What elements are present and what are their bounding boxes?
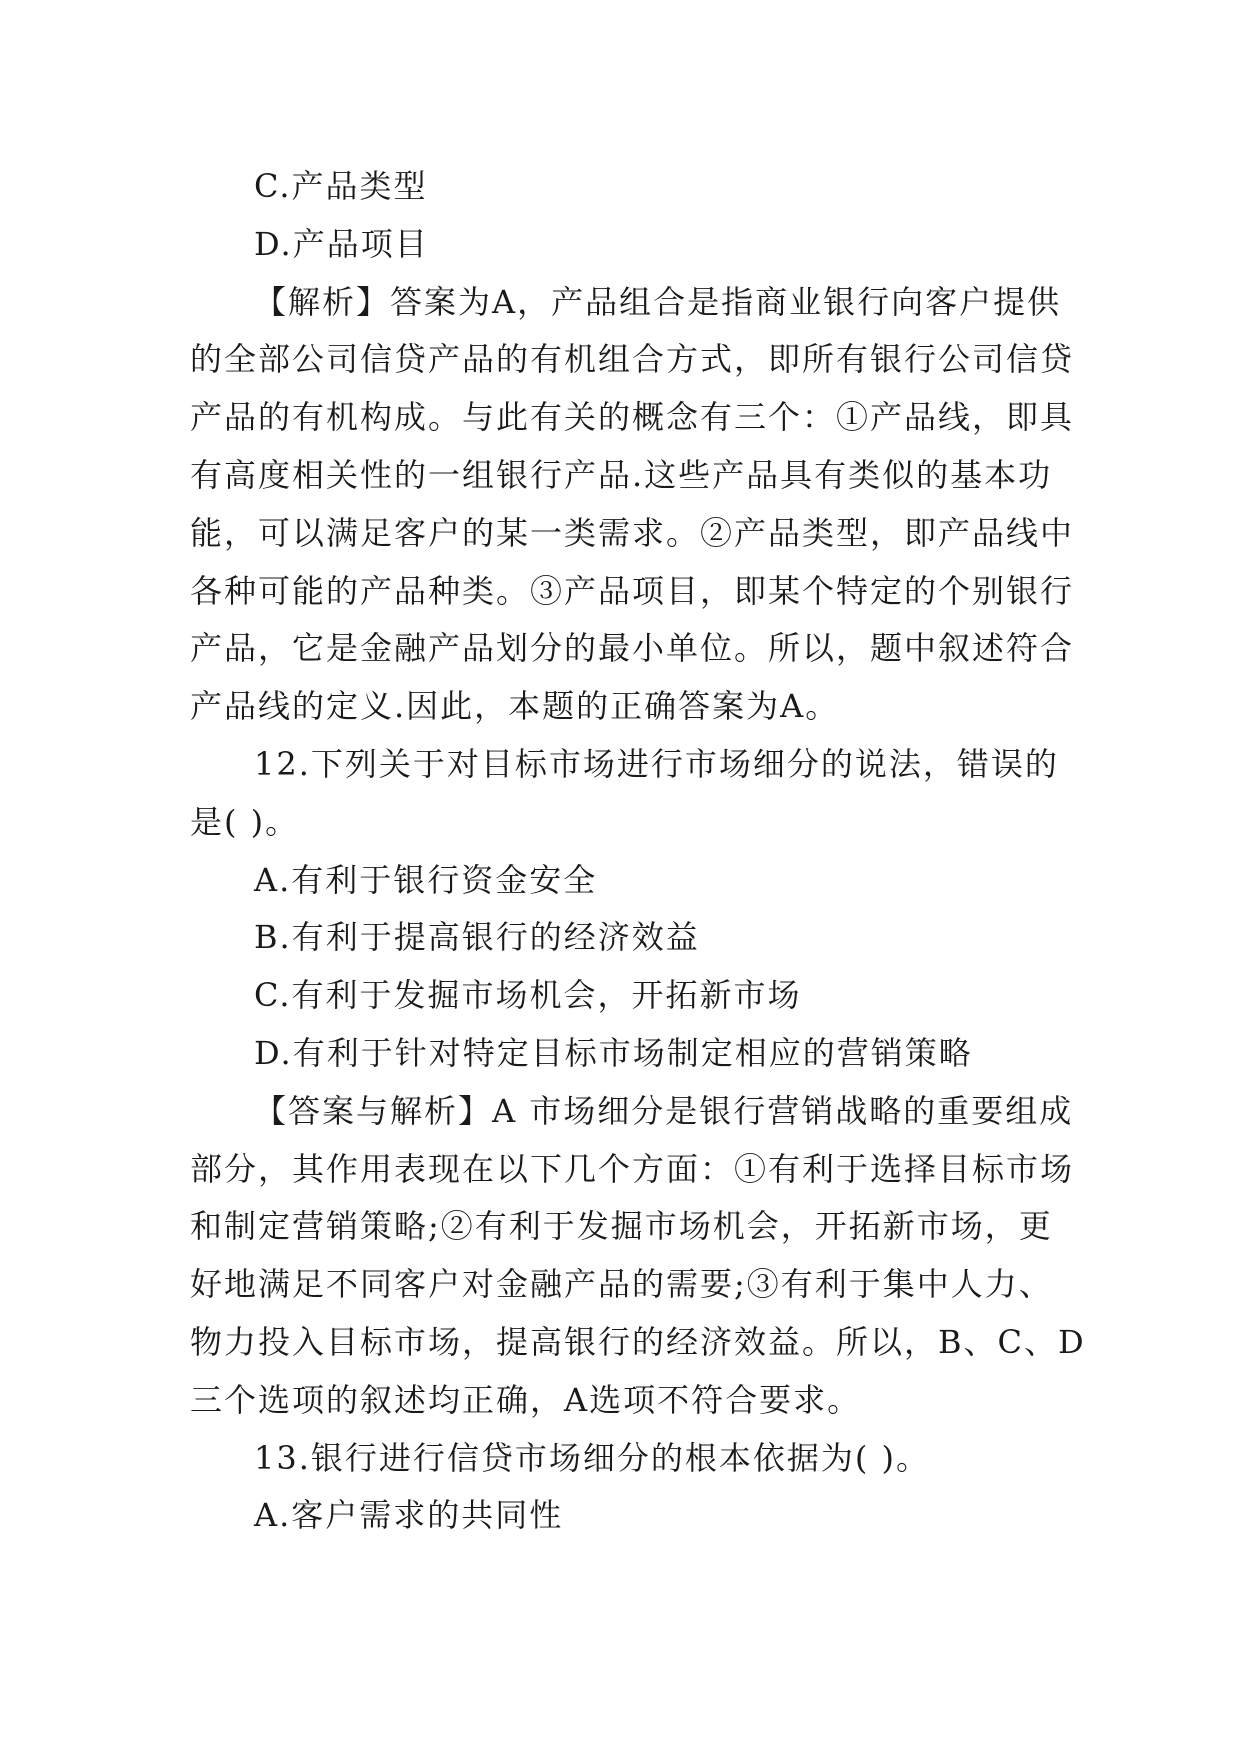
q11-analysis-line: 【解析】答案为A，产品组合是指商业银行向客户提供 [254,282,1062,321]
q12-analysis-line: 部分，其作用表现在以下几个方面：①有利于选择目标市场 [190,1149,1075,1188]
q11-option-c: C.产品类型 [254,167,428,205]
q12-option-d: D.有利于针对特定目标市场制定相应的营销策略 [254,1033,973,1072]
q12-question-line: 12.下列关于对目标市场进行市场细分的说法，错误的 [254,744,1059,783]
q11-analysis-line: 产品，它是金融产品划分的最小单位。所以，题中叙述符合 [190,629,1075,668]
q12-option-b: B.有利于提高银行的经济效益 [254,918,700,957]
q11-analysis-line: 有高度相关性的一组银行产品.这些产品具有类似的基本功 [190,455,1053,494]
q11-analysis-line: 产品的有机构成。与此有关的概念有三个：①产品线，即具 [190,398,1075,437]
q12-option-a: A.有利于银行资金安全 [254,860,598,899]
q12-analysis-line: 好地满足不同客户对金融产品的需要;③有利于集中人力、 [190,1265,1053,1304]
q12-analysis-line: 【答案与解析】A 市场细分是银行营销战略的重要组成 [254,1091,1074,1130]
q12-question-line: 是( )。 [190,802,300,841]
q11-analysis-line: 产品线的定义.因此，本题的正确答案为A。 [190,687,840,726]
q13-option-a: A.客户需求的共同性 [254,1496,564,1535]
q12-analysis-line: 物力投入目标市场，提高银行的经济效益。所以，B、C、D [190,1322,1086,1361]
q12-analysis-line: 和制定营销策略;②有利于发掘市场机会，开拓新市场，更 [190,1207,1053,1246]
q11-analysis-line: 各种可能的产品种类。③产品项目，即某个特定的个别银行 [190,571,1075,610]
q12-option-c: C.有利于发掘市场机会，开拓新市场 [254,976,802,1015]
q11-analysis-line: 能，可以满足客户的某一类需求。②产品类型，即产品线中 [190,513,1075,552]
q12-analysis-line: 三个选项的叙述均正确，A选项不符合要求。 [190,1380,862,1419]
q11-option-d: D.产品项目 [254,224,429,263]
q13-question: 13.银行进行信贷市场细分的根本依据为( )。 [254,1438,931,1477]
q11-analysis-line: 的全部公司信贷产品的有机组合方式，即所有银行公司信贷 [190,340,1075,379]
document-page [190,158,1086,1545]
